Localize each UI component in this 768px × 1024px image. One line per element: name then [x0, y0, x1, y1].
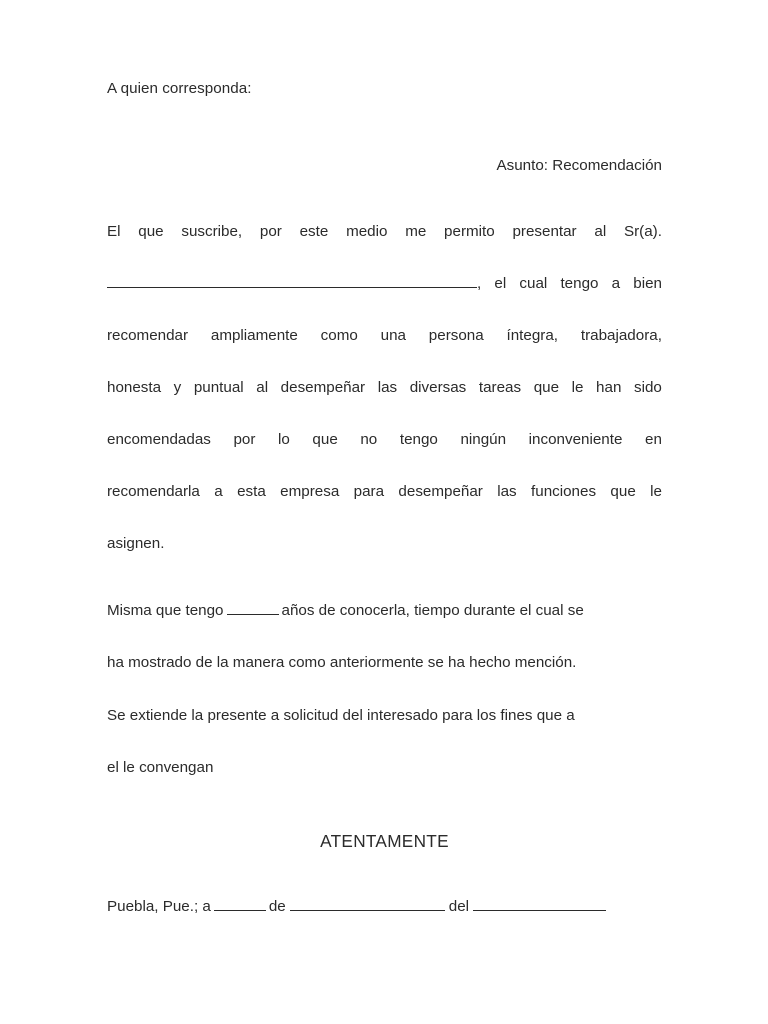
year-blank-underline[interactable] — [473, 898, 606, 911]
word: permito — [444, 223, 495, 240]
name-blank-underline — [107, 274, 477, 288]
date-line — [107, 895, 667, 919]
connector-de: de — [268, 898, 286, 915]
paragraph-2-text-after-blank: años de conocerla, tiempo durante el cual se — [281, 602, 584, 619]
paragraph-1-line-1 — [107, 206, 662, 258]
name-blank-field[interactable]: , — [107, 258, 481, 310]
word: íntegra, — [506, 327, 559, 344]
word: Sr(a). — [623, 223, 662, 240]
word: ampliamente — [210, 327, 298, 344]
closing-atentamente: ATENTAMENTE — [320, 831, 449, 851]
body-paragraph-2 — [107, 585, 667, 689]
word: puntual — [193, 379, 244, 396]
body-paragraph-1 — [107, 206, 662, 570]
paragraph-1-last-word: asignen. — [107, 535, 165, 552]
word: honesta — [107, 379, 162, 396]
word: inconveniente — [528, 431, 623, 448]
word: al — [256, 379, 269, 396]
word: el — [494, 275, 507, 292]
word: por — [233, 431, 256, 448]
word: encomendadas — [107, 431, 211, 448]
paragraph-1-line-6 — [107, 466, 662, 518]
word: las — [497, 483, 517, 500]
word: bien — [633, 275, 662, 292]
paragraph-1-line-4 — [107, 362, 662, 414]
paragraph-1-line-7 — [107, 518, 662, 570]
paragraph-1-line-5 — [107, 414, 662, 466]
years-blank-underline[interactable] — [227, 602, 279, 615]
word: desempeñar — [280, 379, 366, 396]
word: El — [107, 223, 121, 240]
place-label: Puebla, Pue.; a — [107, 898, 211, 915]
salutation-line: A quien corresponda: — [107, 80, 252, 97]
word: me — [405, 223, 427, 240]
word: cual — [519, 275, 548, 292]
day-blank-underline[interactable] — [214, 898, 266, 911]
word: ningún — [460, 431, 507, 448]
word: lo — [278, 431, 290, 448]
paragraph-2-line-1 — [107, 585, 667, 637]
paragraph-3-line-1: Se extiende la presente a solicitud del interesado para los fines que a — [107, 707, 575, 724]
word: esta — [237, 483, 266, 500]
word: empresa — [280, 483, 340, 500]
paragraph-2-text-before-blank: Misma que tengo — [107, 602, 224, 619]
month-blank-underline[interactable] — [290, 898, 445, 911]
word: persona — [428, 327, 484, 344]
paragraph-1-line-3 — [107, 310, 662, 362]
word: que — [533, 379, 560, 396]
word: para — [353, 483, 385, 500]
paragraph-1-line-2 — [107, 258, 662, 310]
word: que — [610, 483, 636, 500]
word: no — [360, 431, 378, 448]
word: sido — [633, 379, 662, 396]
paragraph-3-line-2: el le convengan — [107, 759, 214, 776]
word: a — [611, 275, 621, 292]
paragraph-2-line-2: ha mostrado de la manera como anteriormente se ha hecho mención. — [107, 654, 577, 671]
word: trabajadora, — [580, 327, 662, 344]
word: medio — [346, 223, 388, 240]
word: desempeñar — [398, 483, 483, 500]
word: presentar — [512, 223, 577, 240]
word: en — [645, 431, 662, 448]
word: tengo — [560, 275, 599, 292]
word: suscribe, — [181, 223, 243, 240]
word: y — [173, 379, 182, 396]
word: como — [320, 327, 358, 344]
body-paragraph-3 — [107, 690, 667, 794]
word: a — [214, 483, 223, 500]
connector-del: del — [448, 898, 470, 915]
word: le — [650, 483, 662, 500]
word: funciones — [531, 483, 597, 500]
word: diversas — [409, 379, 467, 396]
word: las — [377, 379, 398, 396]
word: tareas — [478, 379, 522, 396]
word: le — [571, 379, 584, 396]
word: al — [594, 223, 607, 240]
word: que — [312, 431, 338, 448]
subject-line: Asunto: Recomendación — [496, 157, 662, 174]
word: este — [299, 223, 329, 240]
word: que — [138, 223, 164, 240]
word: tengo — [399, 431, 438, 448]
word: recomendarla — [107, 483, 200, 500]
word: por — [259, 223, 282, 240]
word: han — [596, 379, 622, 396]
word: recomendar — [107, 327, 189, 344]
word: una — [380, 327, 406, 344]
